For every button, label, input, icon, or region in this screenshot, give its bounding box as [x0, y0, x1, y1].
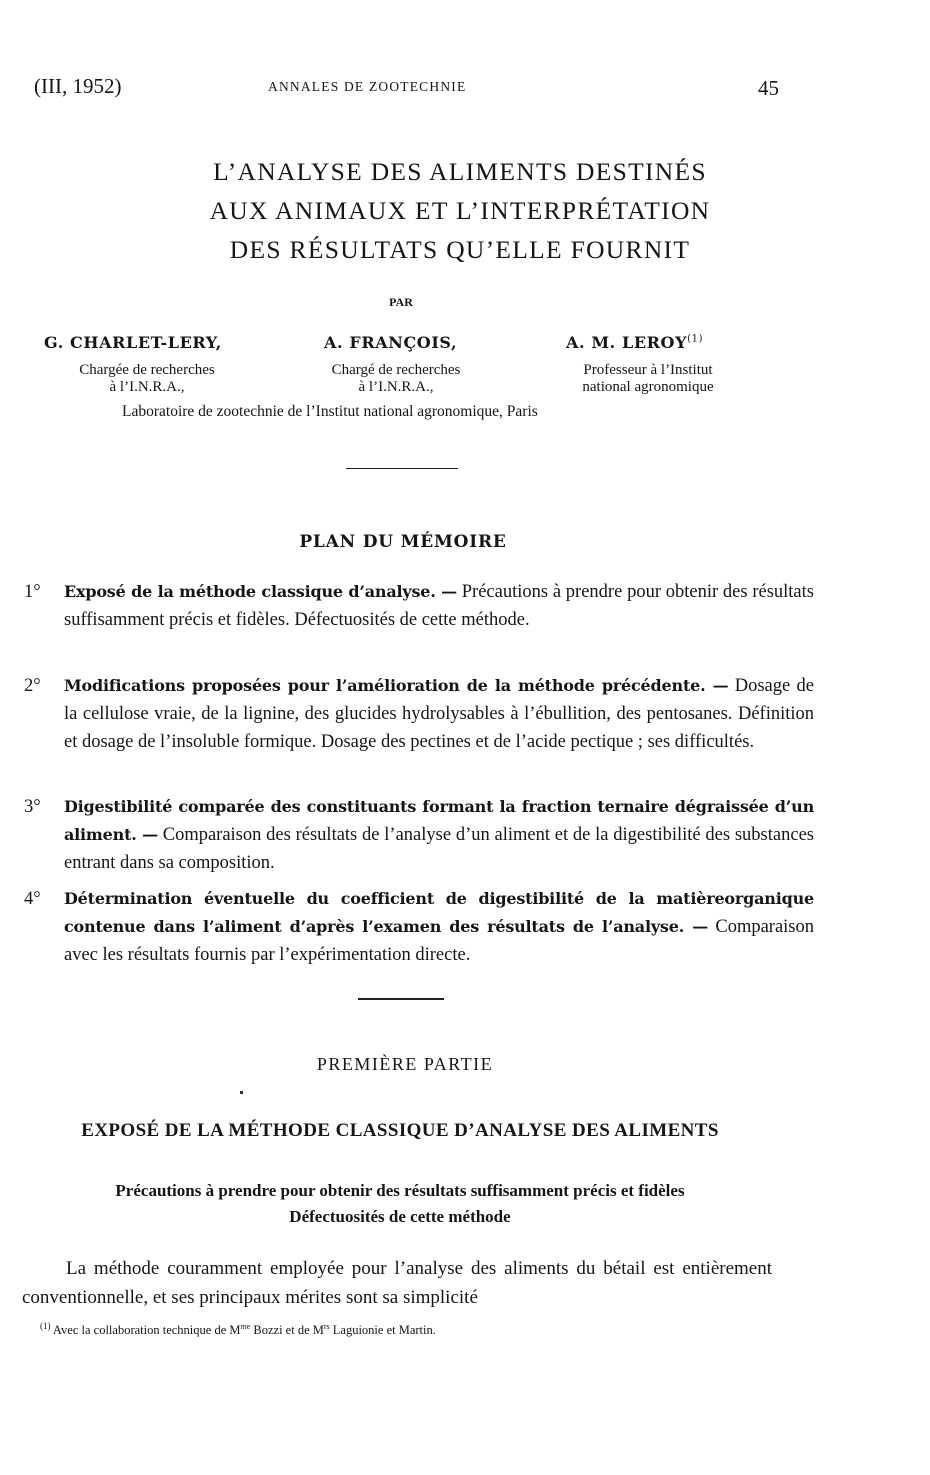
plan-item-number: 2° [24, 676, 41, 696]
plan-item-text: Dosage de la cellulose vraie, de la lignine, des glucides hydrolysables à l’ébullition, des pentosanes. Définition et dosage de l’insoluble formique. Dosage des pectines et de l’acide pectique ; ses difficultés. [64, 676, 814, 752]
plan-item-heading: Détermination éventuelle du coefficient de digestibilité de la matièreorganique contenue dans l’aliment d’après l’examen des résultats de l’analyse. — [64, 889, 814, 936]
stray-mark [240, 1091, 243, 1094]
laboratory-line: Laboratoire de zootechnie de l’Institut national agronomique, Paris [122, 403, 538, 420]
plan-title: PLAN DU MÉMOIRE [299, 532, 507, 552]
plan-item-text: Précautions à prendre pour obtenir des résultats suffisamment précis et fidèles. Défectuosités de cette méthode. [64, 582, 814, 630]
article-title-line-3: DES RÉSULTATS QU’ELLE FOURNIT [229, 235, 691, 264]
page-number: 45 [758, 76, 779, 100]
footnote: $^{(1)}$ Avec la collaboration technique de $M^{me}$ Bozzi et de $M^{rs}$ Laguionie et Martin. [40, 1321, 436, 1338]
plan-item-2 [24, 672, 814, 756]
article-title-line-1: L’ANALYSE DES ALIMENTS DESTINÉS [213, 157, 707, 186]
author-affiliation-1: Chargée de recherches à l’I.N.R.A., [79, 362, 215, 395]
subsection-title-line-1: Précautions à prendre pour obtenir des résultats suffisamment précis et fidèles [115, 1181, 685, 1200]
author-affiliation-2: Chargé de recherches à l’I.N.R.A., [331, 362, 461, 395]
plan-item-heading: Digestibilité comparée des constituants formant la fraction ternaire dégraissée d’un aliment. — [64, 797, 814, 844]
separator-rule [346, 468, 458, 469]
plan-item-number: 3° [24, 797, 41, 817]
running-header-journal: ANNALES DE ZOOTECHNIE [268, 79, 467, 94]
author-name-3: A. M. LEROY$^{(1)}$ [566, 333, 704, 352]
plan-item-heading: Modifications proposées pour l’amélioration de la méthode précédente. — [64, 676, 729, 695]
article-title-line-2: AUX ANIMAUX ET L’INTERPRÉTATION [209, 196, 711, 225]
plan-item-heading: Exposé de la méthode classique d’analyse. — [64, 582, 457, 601]
footnote-ref: (1) [687, 333, 704, 345]
plan-item-number: 1° [24, 582, 41, 602]
subsection-title-line-2: Défectuosités de cette méthode [289, 1207, 511, 1226]
author-name-2: A. FRANÇOIS, [324, 333, 458, 352]
plan-item-text: Comparaison des résultats de l’analyse d’un aliment et de la digestibilité des substances entrant dans sa composition. [64, 825, 814, 873]
author-affiliation-3: Professeur à l’Institut national agronomique [582, 362, 714, 395]
running-header-volume: (III, 1952) [34, 74, 122, 98]
by-label: PAR [389, 295, 413, 309]
plan-item-text: Comparaison avec les résultats fournis par l’expérimentation directe. [64, 917, 815, 965]
plan-item-3 [24, 793, 814, 877]
plan-item-1 [24, 578, 814, 634]
plan-item-number: 4° [24, 889, 41, 909]
plan-item-4 [24, 885, 814, 969]
separator-rule [358, 998, 444, 1000]
part-heading: PREMIÈRE PARTIE [316, 1054, 494, 1074]
body-paragraph: La méthode couramment employée pour l’analyse des aliments du bétail est entièrement conventionnelle, et ses principaux mérites sont sa simplicité [22, 1258, 772, 1308]
author-name-1: G. CHARLET-LERY, [44, 333, 222, 352]
section-title: EXPOSÉ DE LA MÉTHODE CLASSIQUE D’ANALYSE DES ALIMENTS [81, 1120, 719, 1141]
footnote-mark: (1) [40, 1321, 51, 1331]
